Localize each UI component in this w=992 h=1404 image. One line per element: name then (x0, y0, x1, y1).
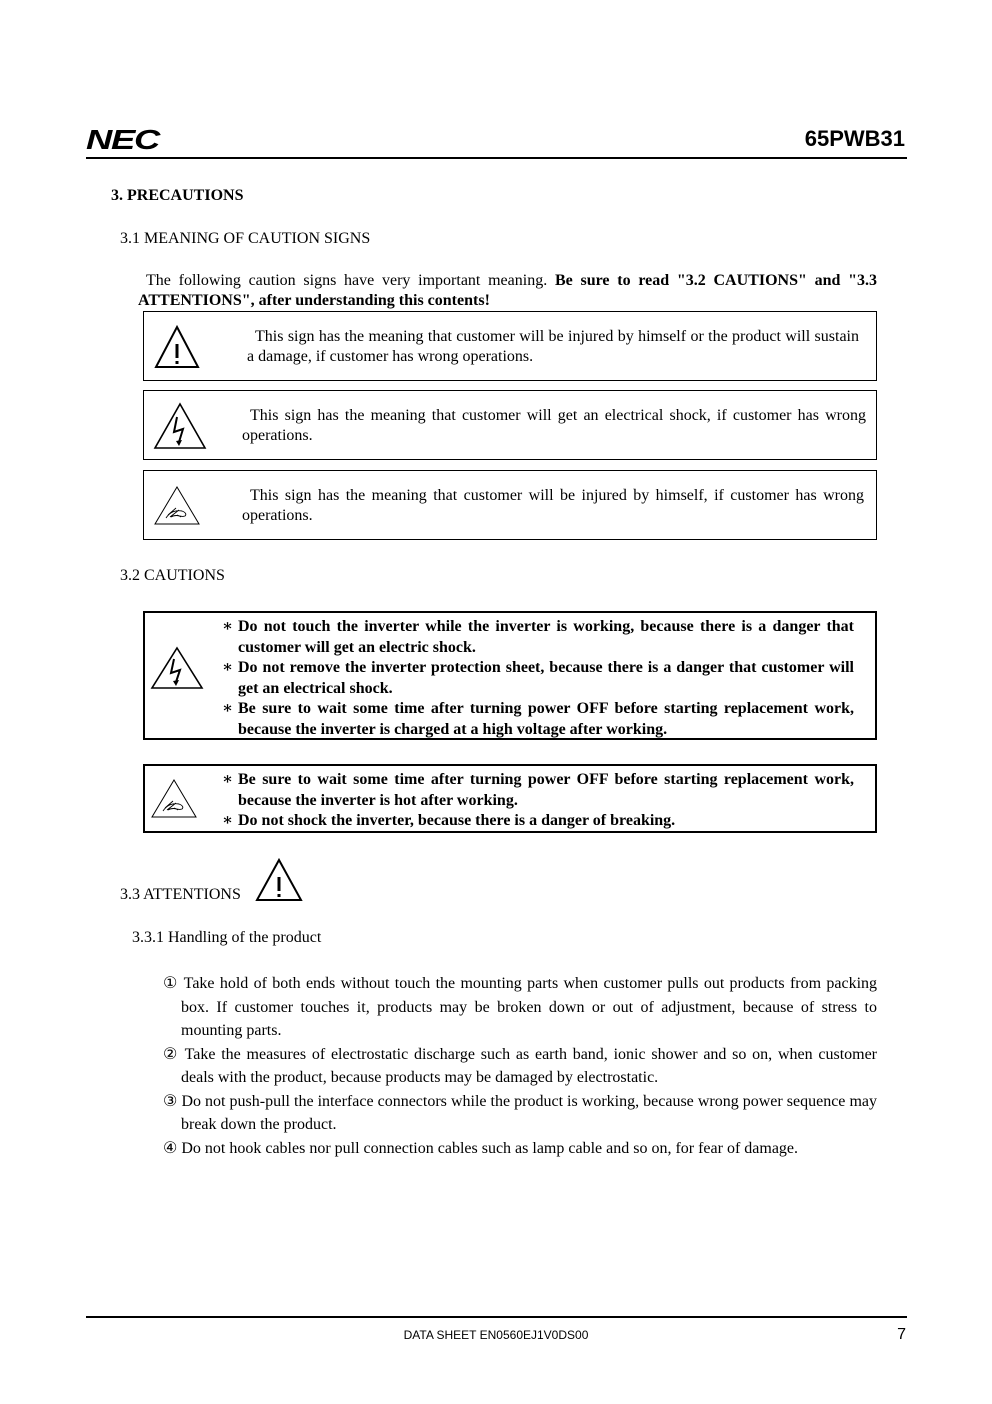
exclamation-warning-icon (254, 857, 304, 908)
nec-logo: NEC (86, 124, 159, 155)
caution-item: ∗ Be sure to wait some time after turning power OFF before starting replacement work, because the inverter is charged at a high voltage after working. (222, 700, 854, 738)
intro-paragraph (138, 271, 877, 311)
bullet-symbol: ∗ (222, 700, 234, 717)
sign-box-injury (143, 470, 877, 540)
header-rule (86, 157, 907, 159)
sign-meaning-text: This sign has the meaning that customer will be injured by himself or the product will sustain a damage, if customer has wrong operations. (247, 328, 859, 365)
intro-bold: Be sure to read "3.2 CAUTIONS" and "3.3 ATTENTIONS", after understanding this contents! (138, 272, 878, 309)
handling-item: ① Take hold of both ends without touch the mounting parts when customer pulls out products from packing box. If customer touches it, products may be broken down or out of adjustment, because of stress to mounting parts. (163, 975, 878, 1039)
item-number: ① (163, 975, 179, 992)
caution-item: ∗ Do not remove the inverter protection sheet, because there is a danger that customer will get an electrical shock. (222, 659, 854, 697)
item-number: ② (163, 1045, 180, 1063)
exclamation-warning-icon (153, 324, 201, 370)
electric-shock-icon (152, 401, 208, 451)
heading-3-3-1: 3.3.1 Handling of the product (132, 929, 322, 946)
handling-item: ③ Do not push-pull the interface connectors while the product is working, because wrong power sequence may break down the product. (163, 1092, 877, 1133)
page-number: 7 (897, 1326, 906, 1343)
handling-list (163, 972, 877, 1160)
heading-3-2: 3.2 CAUTIONS (120, 567, 225, 584)
caution-list (222, 770, 854, 832)
handling-item: ② Take the measures of electrostatic discharge such as earth band, ionic shower and so on, when customer deals with the product, because products may be damaged by electrostatic. (163, 1045, 878, 1086)
handling-item: ④ Do not hook cables nor pull connection cables such as lamp cable and so on, for fear of damage. (163, 1139, 799, 1157)
caution-item: ∗ Be sure to wait some time after turning power OFF before starting replacement work, because the inverter is hot after working. (222, 771, 854, 809)
bullet-symbol: ∗ (222, 659, 234, 676)
hot-surface-hand-icon (152, 484, 202, 528)
caution-box-electric (143, 611, 877, 740)
caution-item: ∗ Do not touch the inverter while the inverter is working, because there is a danger that customer will get an electric shock. (222, 618, 854, 656)
heading-3-1: 3.1 MEANING OF CAUTION SIGNS (120, 230, 371, 247)
bullet-symbol: ∗ (222, 812, 234, 829)
caution-list (222, 617, 854, 740)
sign-meaning-text: This sign has the meaning that customer will be injured by himself, if customer has wrong operations. (242, 487, 864, 524)
caution-item: ∗ Do not shock the inverter, because there is a danger of breaking. (222, 811, 854, 832)
footer-doc-id: DATA SHEET EN0560EJ1V0DS00 (403, 1328, 589, 1342)
caution-box-injury (143, 764, 877, 833)
bullet-symbol: ∗ (222, 771, 234, 788)
item-number: ④ (163, 1139, 178, 1157)
sign-meaning-text: This sign has the meaning that customer will get an electrical shock, if customer has wrong operations. (242, 407, 866, 444)
electric-shock-icon (149, 645, 205, 691)
model-number: 65PWB31 (804, 126, 905, 151)
intro-plain: The following caution signs have very important meaning. (146, 272, 548, 289)
sign-box-electric (143, 390, 877, 460)
heading-3-3: 3.3 ATTENTIONS (120, 886, 241, 903)
hot-surface-hand-icon (149, 777, 199, 821)
bullet-symbol: ∗ (222, 618, 234, 635)
item-number: ③ (163, 1092, 178, 1110)
section-title: 3. PRECAUTIONS (111, 187, 244, 204)
sign-box-general (143, 311, 877, 381)
footer-rule (86, 1316, 907, 1318)
